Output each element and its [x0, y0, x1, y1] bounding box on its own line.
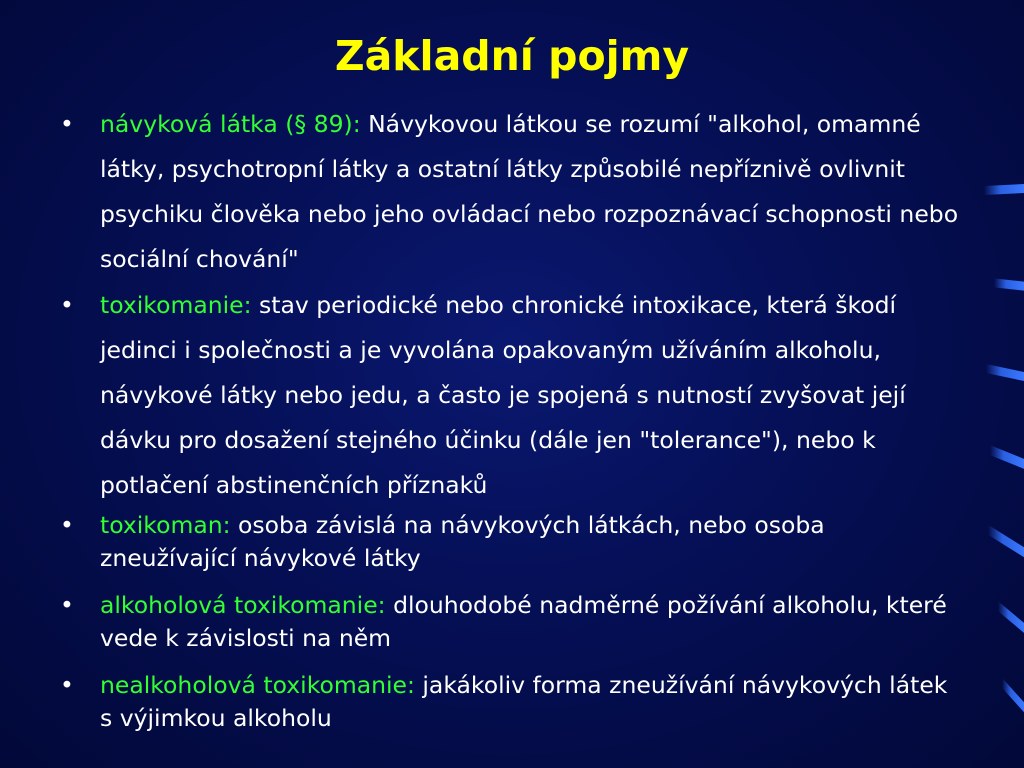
bullet-dot-icon: • [60, 110, 74, 138]
bullet-text: dlouhodobé nadměrné požívání alkoholu, které vede k závislosti na něm [100, 591, 947, 652]
bullet-term: návyková látka (§ 89): [100, 110, 361, 138]
bullet-item [60, 589, 965, 655]
bullet-term: alkoholová toxikomanie: [100, 591, 386, 619]
bullet-dot-icon: • [60, 671, 74, 699]
bullet-term: nealkoholová toxikomanie: [100, 671, 415, 699]
bullet-text: Návykovou látkou se rozumí "alkohol, omamné látky, psychotropní látky a ostatní látky způsobilé nepříznivě ovlivnit psychiku člověka nebo jeho ovládací nebo rozpoznávací schopnosti nebo sociální chování" [100, 110, 959, 273]
bullet-dot-icon: • [60, 511, 74, 539]
bullet-term: toxikomanie: [100, 291, 252, 319]
bullet-item [60, 102, 965, 282]
bullet-text: osoba závislá na návykových látkách, nebo osoba zneužívající návykové látky [100, 511, 825, 572]
bullet-term: toxikoman: [100, 511, 231, 539]
bullet-item [60, 669, 965, 735]
bullet-text: jakákoliv forma zneužívání návykových látek s výjimkou alkoholu [100, 671, 948, 732]
bullet-dot-icon: • [60, 291, 74, 319]
slide-title: Základní pojmy [334, 32, 690, 80]
bullet-list [60, 102, 965, 735]
bullet-dot-icon: • [60, 591, 74, 619]
bullet-item [60, 283, 965, 508]
bullet-item [60, 509, 965, 575]
bullet-text: stav periodické nebo chronické intoxikace, která škodí jedinci i společnosti a je vyvolána opakovaným užíváním alkoholu, návykové látky nebo jedu, a často je spojená s nutností zvyšovat její dávku pro dosažení stejného účinku (dále jen "tolerance"), nebo k potlačení abstinenčních příznaků [100, 291, 906, 499]
